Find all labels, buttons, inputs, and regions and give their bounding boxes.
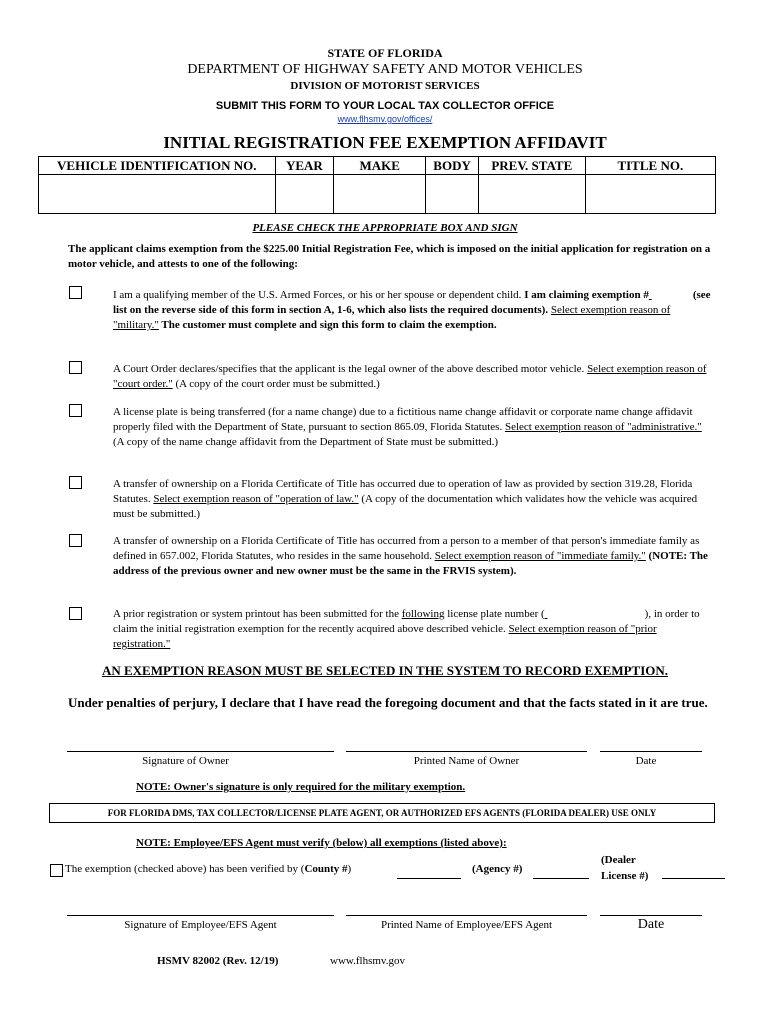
prior-registration-option-text [113, 607, 713, 652]
verified-checkbox[interactable] [50, 864, 63, 877]
family-text-1: A transfer of ownership on a Florida Certificate of Title has occurred from a person to a member of that person's immediate family as defined in 657.002, Florida Statutes, who resides in the same household. [113, 535, 700, 562]
court-text-1: A Court Order declares/specifies that the applicant is the legal owner of the above described motor vehicle. [113, 363, 588, 375]
year-input[interactable] [275, 175, 334, 214]
operation-of-law-option-text [113, 477, 713, 522]
department-heading: DEPARTMENT OF HIGHWAY SAFETY AND MOTOR VEHICLES [187, 62, 583, 77]
agency-label: (Agency #) [472, 863, 523, 875]
vehicle-table-row [39, 175, 716, 214]
title-no-column-header: TITLE NO. [585, 157, 715, 175]
agent-date-line[interactable] [600, 915, 702, 916]
vin-column-header: VEHICLE IDENTIFICATION NO. [39, 157, 276, 175]
body-input[interactable] [426, 175, 479, 214]
exemption-reason-notice: AN EXEMPTION REASON MUST BE SELECTED IN THE SYSTEM TO RECORD EXEMPTION. [101, 663, 669, 678]
prior-text-2: following [401, 608, 445, 620]
administrative-checkbox[interactable] [69, 404, 82, 417]
perjury-statement: Under penalties of perjury, I declare that I have read the foregoing document and that the facts stated in it are true. [68, 695, 708, 710]
year-column-header: YEAR [275, 157, 334, 175]
vin-input[interactable] [39, 175, 276, 214]
family-text-3: (NOTE: The address of the previous owner and new owner must be the same in the FRVIS system). [113, 550, 708, 577]
vehicle-info-table [38, 156, 716, 214]
family-select-reason: Select exemption reason of "immediate family." [434, 550, 646, 562]
court-select-reason: Select exemption reason of "court order." [113, 363, 707, 390]
form-number: HSMV 82002 (Rev. 12/19) [157, 955, 279, 967]
owner-signature-note: NOTE: Owner's signature is only required for the military exemption. [136, 781, 466, 793]
footer-website[interactable]: www.flhsmv.gov [330, 955, 405, 967]
administrative-option-text [113, 405, 713, 450]
agent-signature-line[interactable] [67, 915, 334, 916]
county-label: County # [304, 863, 348, 875]
military-text-5: The customer must complete and sign this form to claim the exemption. [158, 319, 497, 331]
court-text-3: (A copy of the court order must be submitted.) [172, 378, 380, 390]
agency-number-line[interactable] [533, 878, 589, 879]
state-heading: STATE OF FLORIDA [327, 46, 443, 60]
admin-text-3: (A copy of the name change affidavit from the Department of State must be submitted.) [113, 436, 498, 448]
prior-text-4: ), in order to claim the initial registration exemption for the recently acquired above described vehicle. [113, 608, 700, 635]
body-column-header: BODY [426, 157, 479, 175]
form-title: INITIAL REGISTRATION FEE EXEMPTION AFFIDAVIT [163, 133, 607, 152]
prev-state-input[interactable] [478, 175, 585, 214]
prior-select-reason: Select exemption reason of "prior registration." [113, 623, 657, 650]
owner-date-label: Date [635, 755, 657, 767]
prev-state-column-header: PREV. STATE [478, 157, 585, 175]
dealer-label: (Dealer [601, 854, 636, 866]
military-checkbox[interactable] [69, 286, 82, 299]
operation-of-law-checkbox[interactable] [69, 476, 82, 489]
law-select-reason: Select exemption reason of "operation of law." [153, 493, 359, 505]
owner-printed-name-label: Printed Name of Owner [413, 755, 520, 767]
military-option-text [113, 288, 713, 333]
admin-text-1: A license plate is being transferred (for a name change) due to a fictitious name change affidavit or corporate name change affidavit properly filed with the Department of State, pursuant to section 865.09, Florida Statutes. [113, 406, 693, 433]
military-text-1: I am a qualifying member of the U.S. Armed Forces, or his or her spouse or dependent child. [113, 289, 525, 301]
prior-text-3: license plate number ( [444, 608, 545, 620]
verify-text: The exemption (checked above) has been verified by ( [65, 863, 305, 875]
law-text-1: A transfer of ownership on a Florida Certificate of Title has occurred due to operation of law as provided by section 319.28, Florida Statutes. [113, 478, 693, 505]
military-select-reason: Select exemption reason of "military." [113, 304, 671, 331]
agent-printed-name-line[interactable] [346, 915, 587, 916]
immediate-family-checkbox[interactable] [69, 534, 82, 547]
law-text-3: (A copy of the documentation which validates how the vehicle was acquired must be submitted.) [113, 493, 698, 520]
prior-registration-checkbox[interactable] [69, 607, 82, 620]
agent-date-label: Date [637, 917, 665, 932]
verify-close-paren: ) [347, 863, 352, 875]
military-text-3: (see list on the reverse side of this form in section A, 1-6, which also lists the required documents). [113, 289, 711, 316]
license-plate-blank[interactable] [545, 607, 645, 622]
agent-signature-label: Signature of Employee/EFS Agent [124, 919, 277, 931]
verification-statement [65, 863, 351, 875]
agent-verify-note: NOTE: Employee/EFS Agent must verify (below) all exemptions (listed above): [136, 837, 507, 849]
admin-select-reason: Select exemption reason of "administrative." [504, 421, 702, 433]
owner-date-line[interactable] [600, 751, 702, 752]
dealer-license-line[interactable] [662, 878, 725, 879]
dealer-license-label: License #) [601, 870, 649, 882]
offices-link[interactable]: www.flhsmv.gov/offices/ [337, 114, 433, 124]
division-heading: DIVISION OF MOTORIST SERVICES [290, 80, 480, 92]
submit-instruction: SUBMIT THIS FORM TO YOUR LOCAL TAX COLLECTOR OFFICE [215, 100, 555, 112]
owner-signature-label: Signature of Owner [142, 755, 229, 767]
make-column-header: MAKE [334, 157, 426, 175]
immediate-family-option-text [113, 534, 713, 579]
owner-printed-name-line[interactable] [346, 751, 587, 752]
court-order-checkbox[interactable] [69, 361, 82, 374]
prior-text-1: A prior registration or system printout has been submitted for the [113, 608, 402, 620]
claim-statement: The applicant claims exemption from the $225.00 Initial Registration Fee, which is imposed on the initial application for registration on a motor vehicle, and attests to one of the following: [68, 243, 711, 270]
vehicle-table-header [39, 157, 716, 175]
exemption-number-blank[interactable] [649, 288, 693, 303]
county-number-line[interactable] [397, 878, 461, 879]
title-no-input[interactable] [585, 175, 715, 214]
court-order-option-text [113, 362, 713, 392]
agent-use-only-banner: FOR FLORIDA DMS, TAX COLLECTOR/LICENSE PLATE AGENT, OR AUTHORIZED EFS AGENTS (FLORIDA DEALER) USE ONLY [49, 803, 715, 823]
owner-signature-line[interactable] [67, 751, 334, 752]
check-box-instruction: PLEASE CHECK THE APPROPRIATE BOX AND SIGN [252, 222, 518, 234]
make-input[interactable] [334, 175, 426, 214]
agent-printed-name-label: Printed Name of Employee/EFS Agent [380, 919, 553, 931]
military-text-2: I am claiming exemption # [524, 289, 649, 301]
